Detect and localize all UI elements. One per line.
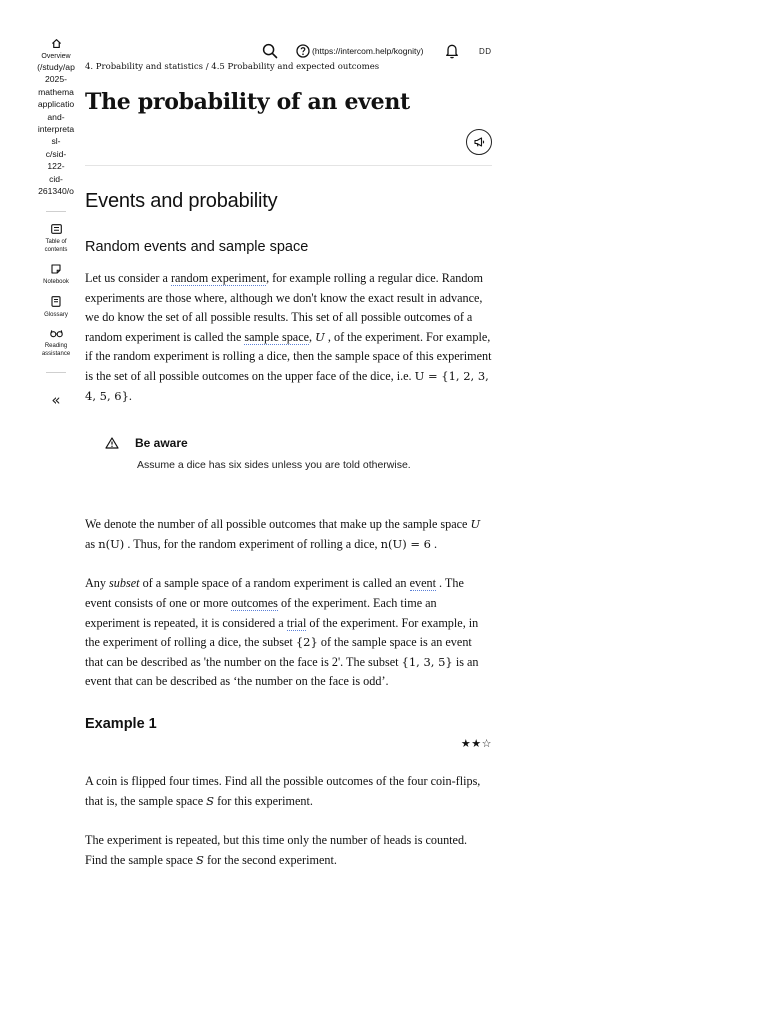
math-expression: {1, 3, 5} <box>401 654 453 669</box>
home-icon <box>51 38 62 49</box>
rail-label-glossary: Glossary <box>44 312 68 319</box>
text-span: Any <box>85 576 110 591</box>
title-divider <box>85 165 492 166</box>
glossary-term-random-experiment[interactable]: random experiment <box>170 271 267 285</box>
math-expression <box>315 330 325 344</box>
glossary-term-trial[interactable]: trial <box>286 615 307 630</box>
overview-url: (/study/ap 2025- mathema applicatio and- interpreta sl- c/sid- 122- cid- 261340/o <box>37 62 75 197</box>
callout-body: Assume a dice has six sides unless you are told otherwise. <box>137 459 411 472</box>
rail-divider <box>46 372 66 373</box>
help-icon <box>296 44 310 58</box>
audio-row <box>85 129 492 155</box>
subsection-title: Random events and sample space <box>85 239 309 255</box>
rail-label-reading-assistance: Reading assistance <box>41 343 71 358</box>
math-expression <box>196 853 204 867</box>
math-expression: n(U) <box>98 536 125 551</box>
page-title: The probability of an event <box>85 89 410 115</box>
math-variable: U <box>470 517 481 532</box>
text-span: of the experiment. Each time an experiment is repeated, it is considered a <box>85 595 437 630</box>
text-span: for this experiment. <box>214 793 313 808</box>
math-expression: U = {1, 2, 3, 4, 5, 6} <box>85 368 489 403</box>
paragraph-events <box>85 574 492 692</box>
callout-title: Be aware <box>135 436 188 451</box>
text-span: is an event that can be described as ‘the number on the face is odd’. <box>85 654 479 689</box>
double-chevron-left-icon: « <box>51 391 61 410</box>
math-variable: S <box>206 793 215 808</box>
emphasis-subset: subset <box>109 576 140 591</box>
example-question-1 <box>85 772 492 811</box>
text-span: We denote the number of all possible outcomes that make up the sample space <box>85 517 471 532</box>
list-icon <box>51 224 62 234</box>
overview-label: Overview <box>41 53 71 60</box>
text-span: of the experiment. For example, in the experiment of rolling a dice, the subset <box>85 615 479 650</box>
callout-header <box>105 436 492 450</box>
text-span: . <box>128 388 132 403</box>
notifications-button[interactable] <box>445 43 459 59</box>
rail-divider <box>46 211 66 212</box>
text-span: of a sample space of a random experiment is called an <box>139 576 410 591</box>
glasses-icon <box>50 329 63 338</box>
math-variable: U <box>315 329 325 344</box>
bell-icon <box>445 43 459 59</box>
math-expression <box>206 794 214 808</box>
text-span: as <box>85 536 99 551</box>
text-span: . Thus, for the random experiment of rolling a dice, <box>124 536 381 551</box>
glossary-term-event[interactable]: event <box>409 576 436 591</box>
glossary-term-outcomes[interactable]: outcomes <box>231 595 278 610</box>
rail-label-table-of-contents: Table of contents <box>44 239 68 254</box>
overview-link[interactable] <box>33 38 79 197</box>
section-title: Events and probability <box>85 190 278 212</box>
math-expression: {2} <box>295 635 318 650</box>
text-span: of the sample space is an event that can be described as 'the number on the face is 2'. The subset <box>85 635 472 669</box>
search-icon <box>262 43 278 59</box>
collapse-rail-button[interactable] <box>51 391 60 409</box>
example-question-2 <box>85 831 492 870</box>
breadcrumb[interactable]: 4. Probability and statistics / 4.5 Probability and expected outcomes <box>85 62 380 72</box>
search-button[interactable] <box>262 43 278 59</box>
megaphone-icon <box>473 136 485 148</box>
text-span: Let us consider a <box>85 271 171 285</box>
rail-item-reading-assistance[interactable] <box>36 329 76 358</box>
text-span: , <box>309 329 316 344</box>
read-aloud-button[interactable] <box>466 129 492 155</box>
help-link[interactable] <box>296 44 424 58</box>
main-content <box>85 60 492 870</box>
rail-item-glossary[interactable] <box>36 296 76 319</box>
text-span: . The event consists of one or more <box>85 576 464 610</box>
glossary-icon <box>51 296 61 307</box>
glossary-term-sample-space[interactable]: sample space <box>244 329 310 344</box>
text-span: for the second experiment. <box>203 852 337 867</box>
math-expression <box>471 517 481 531</box>
difficulty-stars: ★★☆ <box>460 736 492 750</box>
be-aware-callout <box>105 436 492 471</box>
user-avatar[interactable]: DD <box>479 47 492 56</box>
text-span: The experiment is repeated, but this time only the number of heads is counted. Find the sample space <box>85 833 468 867</box>
text-span: , of the experiment. For example, if the random experiment is rolling a dice, then the sample space of this experiment is the set of all possible outcomes on the upper face of the dice, i.e. <box>85 329 492 383</box>
rail-item-table-of-contents[interactable] <box>36 224 76 254</box>
help-link-text: (https://intercom.help/kognity) <box>312 46 424 56</box>
warning-icon <box>105 437 119 449</box>
rail-item-notebook[interactable] <box>36 264 76 286</box>
paragraph-number-of-outcomes <box>85 515 492 554</box>
rail-label-notebook: Notebook <box>43 279 69 286</box>
text-span: . <box>430 536 438 551</box>
text-span: A coin is flipped four times. Find all the possible outcomes of the four coin-flips, that is, the sample space <box>85 773 481 808</box>
text-span: , for example rolling a regular dice. Random experiments are those where, although we don't know the exact result in advance, we do know the set of all possible results. This set of all possible outcomes of a random experiment is called the <box>85 271 484 344</box>
left-rail <box>28 38 84 409</box>
example-title: Example 1 <box>85 715 157 732</box>
paragraph-random-experiments <box>85 269 492 406</box>
math-variable: S <box>196 852 204 867</box>
math-expression: n(U) = 6 <box>380 536 431 551</box>
notebook-icon <box>51 264 61 274</box>
